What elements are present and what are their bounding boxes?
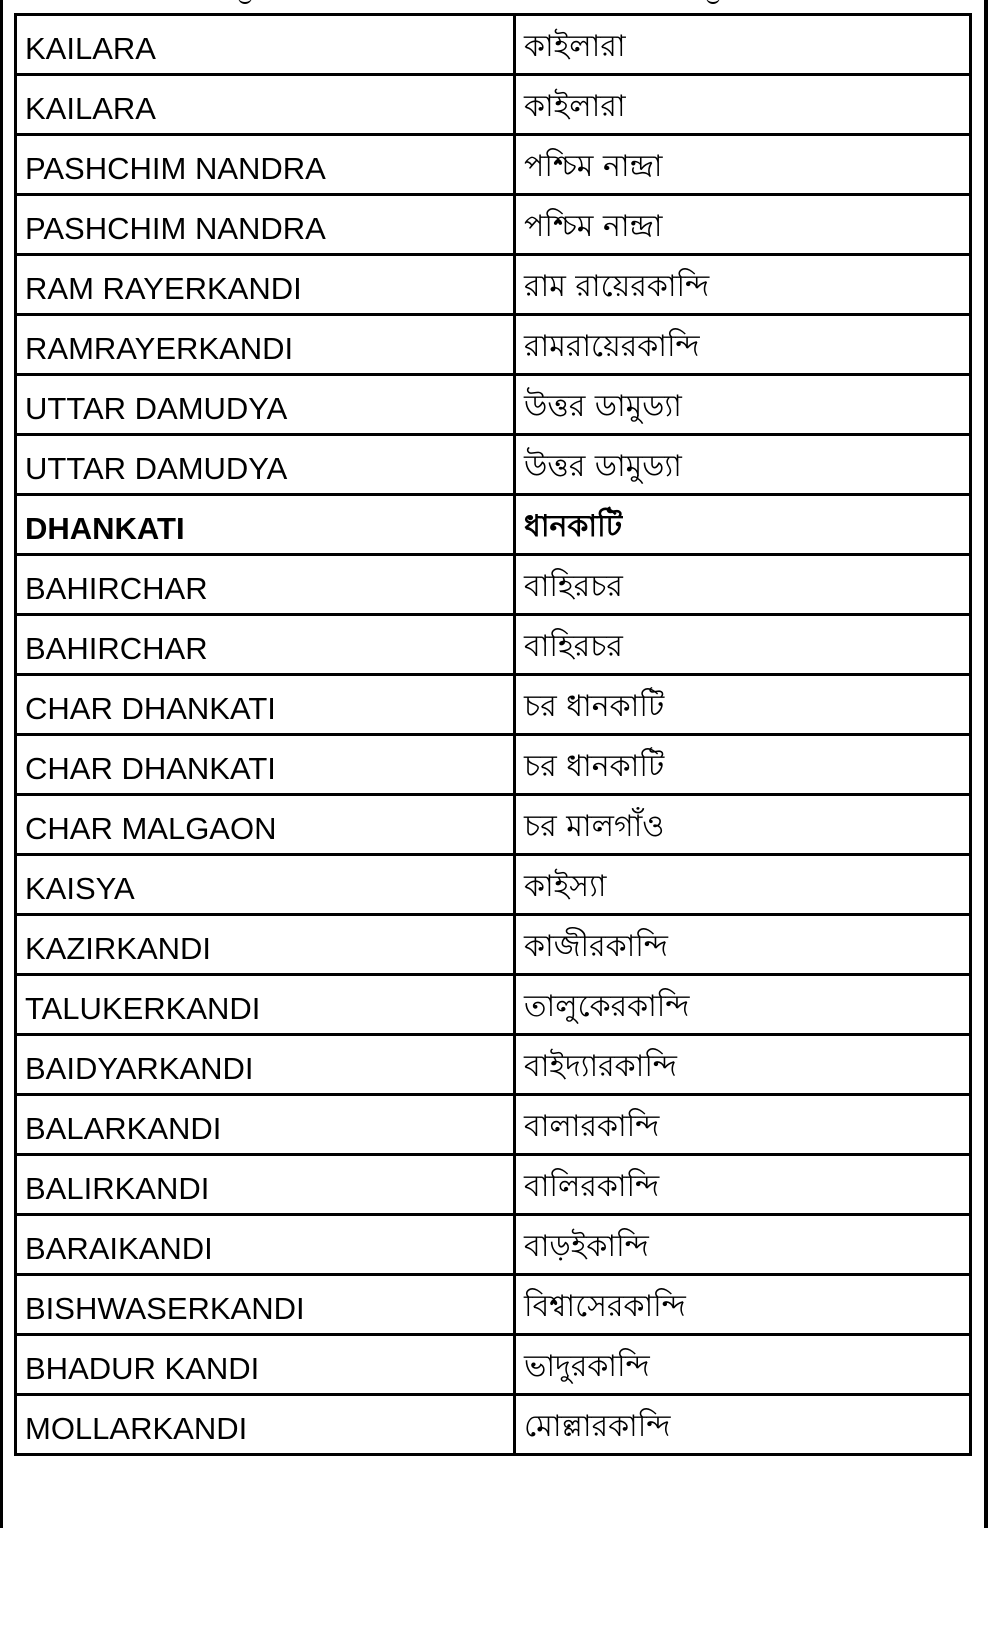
bengali-place-name-cell: কাজীরকান্দি [515,915,971,975]
english-place-name-cell: BALARKANDI [16,1095,515,1155]
bengali-place-name-cell: উত্তর ডামুড্যা [515,435,971,495]
table-row [16,135,971,195]
table-row [16,855,971,915]
english-place-name-cell: TALUKERKANDI [16,975,515,1035]
bengali-place-name-cell: ধানকাটি [515,495,971,555]
english-place-name-cell: UTTAR DAMUDYA [16,435,515,495]
place-name-table-body [16,15,971,1455]
english-place-name-cell: RAM RAYERKANDI [16,255,515,315]
bengali-place-name-cell: রাম রায়েরকান্দি [515,255,971,315]
bengali-place-name-cell: উত্তর ডামুড্যা [515,375,971,435]
table-row [16,75,971,135]
bengali-place-name-cell: চর ধানকাটি [515,675,971,735]
english-place-name-cell: UTTAR DAMUDYA [16,375,515,435]
bengali-place-name-cell: বাহিরচর [515,615,971,675]
english-place-name-cell: KAILARA [16,15,515,75]
english-place-name-cell: BISHWASERKANDI [16,1275,515,1335]
table-row [16,975,971,1035]
bengali-place-name-cell: ভাদুরকান্দি [515,1335,971,1395]
bengali-place-name-cell: বালিরকান্দি [515,1155,971,1215]
bengali-place-name-cell: বালারকান্দি [515,1095,971,1155]
bengali-place-name-cell: বিশ্বাসেরকান্দি [515,1275,971,1335]
table-row [16,315,971,375]
bengali-place-name-cell: চর মালগাঁও [515,795,971,855]
english-place-name-cell: CHAR MALGAON [16,795,515,855]
table-row [16,195,971,255]
english-place-name-cell: CHAR DHANKATI [16,675,515,735]
table-row [16,375,971,435]
english-place-name-cell: KAZIRKANDI [16,915,515,975]
english-place-name-cell: CHAR DHANKATI [16,735,515,795]
table-row [16,1395,971,1455]
table-row [16,675,971,735]
bengali-place-name-cell: চর ধানকাটি [515,735,971,795]
bengali-place-name-cell: রামরায়েরকান্দি [515,315,971,375]
english-place-name-cell: BAHIRCHAR [16,615,515,675]
bengali-place-name-cell: পশ্চিম নান্দ্রা [515,195,971,255]
bengali-place-name-cell: বাহিরচর [515,555,971,615]
english-place-name-cell: PASHCHIM NANDRA [16,135,515,195]
table-row [16,1275,971,1335]
bengali-place-name-cell: কাইস্যা [515,855,971,915]
bengali-place-name-cell: বাড়ইকান্দি [515,1215,971,1275]
table-row [16,795,971,855]
left-column-border [0,0,3,1528]
cutoff-glyph-right [706,0,720,4]
table-row [16,555,971,615]
english-place-name-cell: BALIRKANDI [16,1155,515,1215]
table-row [16,255,971,315]
bengali-place-name-cell: তালুকেরকান্দি [515,975,971,1035]
english-place-name-cell: BARAIKANDI [16,1215,515,1275]
bengali-place-name-cell: মোল্লারকান্দি [515,1395,971,1455]
table-row [16,495,971,555]
english-place-name-cell: BAHIRCHAR [16,555,515,615]
english-place-name-cell: DHANKATI [16,495,515,555]
table-row [16,1035,971,1095]
table-row [16,1335,971,1395]
place-name-table [14,13,972,1456]
table-row [16,915,971,975]
bengali-place-name-cell: কাইলারা [515,75,971,135]
table-row [16,1095,971,1155]
table-row [16,1215,971,1275]
table-row [16,735,971,795]
english-place-name-cell: BHADUR KANDI [16,1335,515,1395]
table-row [16,615,971,675]
english-place-name-cell: KAILARA [16,75,515,135]
english-place-name-cell: MOLLARKANDI [16,1395,515,1455]
table-row [16,435,971,495]
bengali-place-name-cell: কাইলারা [515,15,971,75]
english-place-name-cell: RAMRAYERKANDI [16,315,515,375]
table-row [16,1155,971,1215]
bengali-place-name-cell: পশ্চিম নান্দ্রা [515,135,971,195]
english-place-name-cell: PASHCHIM NANDRA [16,195,515,255]
english-place-name-cell: BAIDYARKANDI [16,1035,515,1095]
bengali-place-name-cell: বাইদ্যারকান্দি [515,1035,971,1095]
english-place-name-cell: KAISYA [16,855,515,915]
table-row [16,15,971,75]
right-column-border [984,0,988,1528]
cutoff-glyph-left [238,0,252,4]
